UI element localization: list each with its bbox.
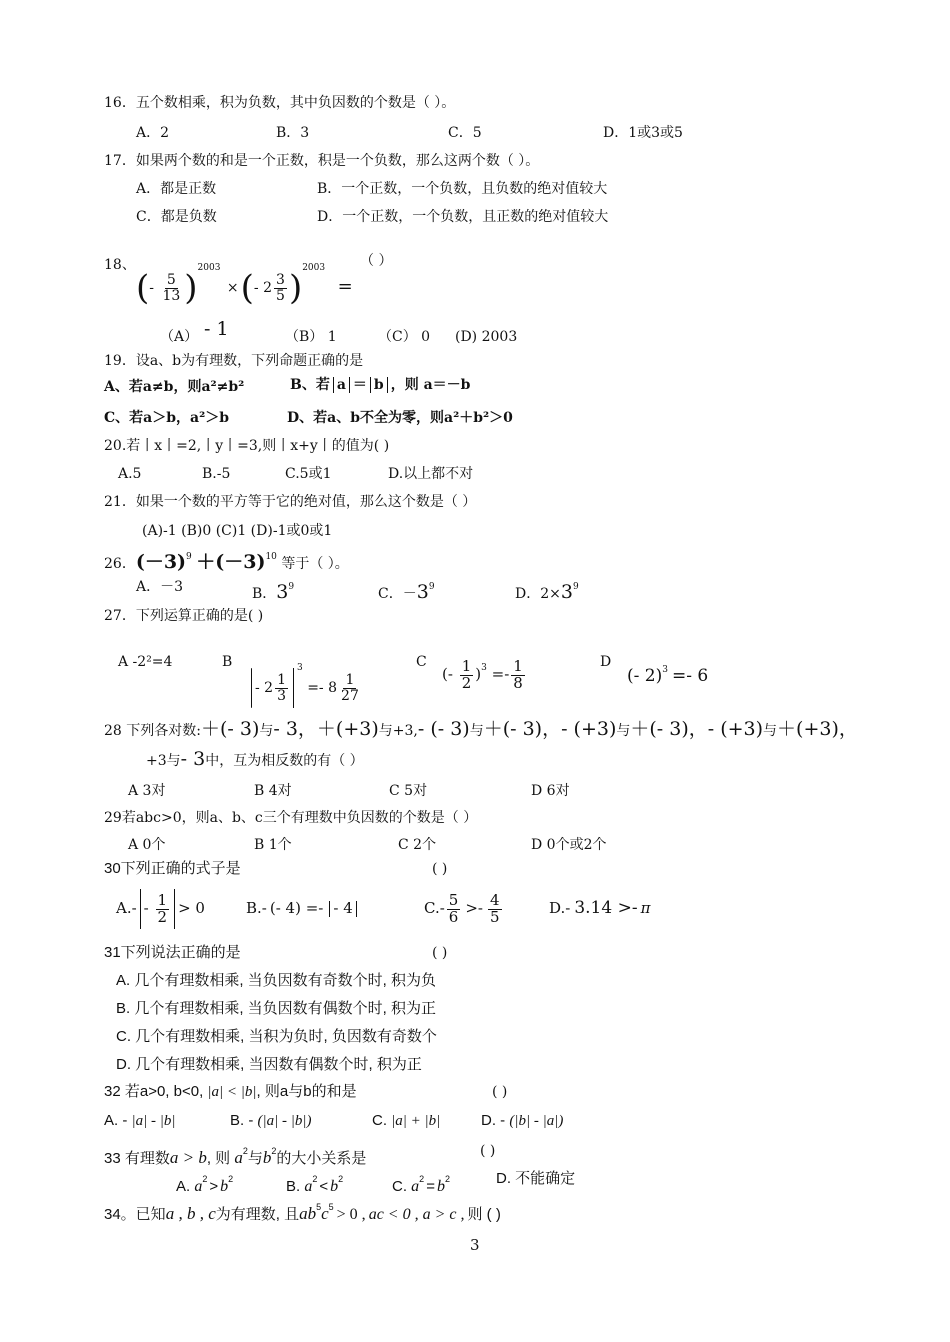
q17-option-b: B．一个正数，一个负数，且负数的绝对值较大 [317,181,608,197]
q26-stem: 26．$(-3)^9 +(-3)^{10}$ 等于（ ）。 [104,551,349,573]
q33-option-a: A. $a^2 > b^2$ [176,1174,234,1195]
q27-option-d: (- 2)$^3$ =- 6 [627,665,709,686]
q33-option-d: D. 不能确定 [496,1170,576,1187]
q31-stem: 31下列说法正确的是 [104,944,241,961]
q27-option-b-label: B [222,654,233,670]
q20-option-a: A.5 [118,466,142,482]
q16-stem: 16．五个数相乘，积为负数，其中负因数的个数是（ ）。 [104,95,456,111]
q31-option-b: B. 几个有理数相乘, 当负因数有偶数个时, 积为正 [116,1000,437,1017]
q19-stem: 19．设a、b为有理数，下列命题正确的是 [104,353,364,369]
q26-option-d: D．$2\times 3^9$ [515,581,579,603]
q20-option-b: B.-5 [202,466,231,482]
q16-option-a: A．2 [136,125,170,141]
q19-option-c: C、若a＞b，a²＞b [104,410,229,426]
q31-option-a: A. 几个有理数相乘, 当负因数有奇数个时, 积为负 [116,972,437,989]
q33-option-c: C. $a^2 = b^2$ [392,1174,450,1195]
q28-option-a: A 3对 [128,783,166,799]
q27-option-d-label: D [600,654,612,670]
q20-option-d: D.以上都不对 [388,466,474,482]
q29-option-b: B 1个 [254,837,292,853]
q21-stem: 21．如果一个数的平方等于它的绝对值，那么这个数是（ ） [104,494,477,510]
q32-option-b: B. - (|a| - |b|) [230,1112,312,1129]
q29-option-d: D 0个或2个 [531,837,607,853]
q28-stem-line1: 28 下列各对数:＋(- 3)与- 3，＋(+3)与+3,- (- 3)与＋(- 3)，- (+3)与＋(- 3)，- (+3)与＋(+3)， [104,718,858,740]
q29-option-c: C 2个 [398,837,437,853]
q17-option-c: C．都是负数 [136,209,217,225]
q30-option-c: C.- $\frac{5}{6}$ >- $\frac{4}{5}$ [424,890,500,926]
q33-answer-paren: ( ) [480,1143,496,1159]
q26-option-a: A．－3 [136,579,184,595]
q20-stem: 20.若丨x丨=2,丨y丨=3,则丨x+y丨的值为( ) [104,438,390,454]
q16-option-d: D．1或3或5 [603,125,683,141]
q16-option-b: B．3 [276,125,310,141]
q30-option-d: D.- 3.14 >- π [549,898,651,918]
q17-option-d: D．一个正数，一个负数，且正数的绝对值较大 [317,209,609,225]
q28-stem-line2: +3与- 3中，互为相反数的有（ ） [146,748,364,770]
q32-answer-paren: ( ) [492,1084,508,1100]
q21-options: (A)-1 (B)0 (C)1 (D)-1或0或1 [142,523,333,539]
q17-option-a: A．都是正数 [136,181,217,197]
q28-option-c: C 5对 [389,783,428,799]
q32-stem: 32 若a>0, b<0, |a| < |b|, 则a与b的和是 [104,1083,357,1100]
q33-stem: 33 有理数a > b, 则 $a^2$与$b^2$的大小关系是 [104,1146,367,1167]
q26-option-b: B．$3^9$ [252,581,295,603]
q18-answer-paren: （ ） [360,253,393,269]
q34-stem: 34。已知a , b , c为有理数, 且$ab^5c^5 > 0$ , ac < 0 , a > c , 则 ( ) [104,1202,501,1223]
q18-option-d: (D) 2003 [455,329,518,345]
q31-option-d: D. 几个有理数相乘, 当因数有偶数个时, 积为正 [116,1056,422,1073]
q18-option-c: （C） 0 [378,329,431,345]
q18-option-a: （A） [160,329,199,345]
q17-stem: 17．如果两个数的和是一个正数，积是一个负数，那么这两个数（ ）。 [104,153,540,169]
q19-option-d: D、若a、b不全为零，则a²＋b²＞0 [287,410,513,426]
q33-option-b: B. $a^2 < b^2$ [286,1174,344,1195]
q27-option-a: A -2²=4 [118,654,173,670]
q18-number: 18、 [104,257,136,273]
q26-option-c: C．$-3^9$ [378,581,435,603]
q30-stem: 30下列正确的式子是 [104,860,241,877]
q29-stem: 29若abc>0，则a、b、c三个有理数中负因数的个数是（ ） [104,810,478,826]
q28-option-b: B 4对 [254,783,292,799]
q32-option-c: C. |a| + |b| [372,1112,441,1129]
q16-option-c: C．5 [448,125,482,141]
q19-option-b: B、若 a ＝ b ，则 a＝－b [290,377,471,393]
q27-stem: 27．下列运算正确的是( ) [104,608,264,624]
q28-option-d: D 6对 [531,783,570,799]
q20-option-c: C.5或1 [285,466,332,482]
q32-option-d: D. - (|b| - |a|) [481,1112,564,1129]
q29-option-a: A 0个 [128,837,166,853]
q31-option-c: C. 几个有理数相乘, 当积为负时, 负因数有奇数个 [116,1028,437,1045]
q30-option-b: B.- (- 4) =- - 4 [246,899,360,917]
q19-option-a: A、若a≠b，则a²≠b² [104,379,245,395]
q18-option-b: （B） 1 [285,329,337,345]
q32-option-a: A. - |a| - |b| [104,1112,176,1129]
q18-expression: (- $\frac{5}{13}$ )$^{2003}$ ×(- 2 $\frac{3}{5}$ )$^{2003}$ = [136,263,353,308]
q27-option-b: - 2 $\frac{1}{3}$ $^3$ =- 8 $\frac{1}{27}$ [248,646,363,710]
q27-option-c-label: C [416,654,427,670]
q30-answer-paren: ( ) [432,861,448,877]
q30-option-a: A.- - $\frac{1}{2}$ > 0 [116,886,205,930]
q18-option-a-value: - 1 [204,318,229,340]
q31-answer-paren: ( ) [432,945,448,961]
page-number: 3 [470,1236,480,1254]
q27-option-c: (- $\frac{1}{2}$ )$^3$ =- $\frac{1}{8}$ [442,656,523,692]
